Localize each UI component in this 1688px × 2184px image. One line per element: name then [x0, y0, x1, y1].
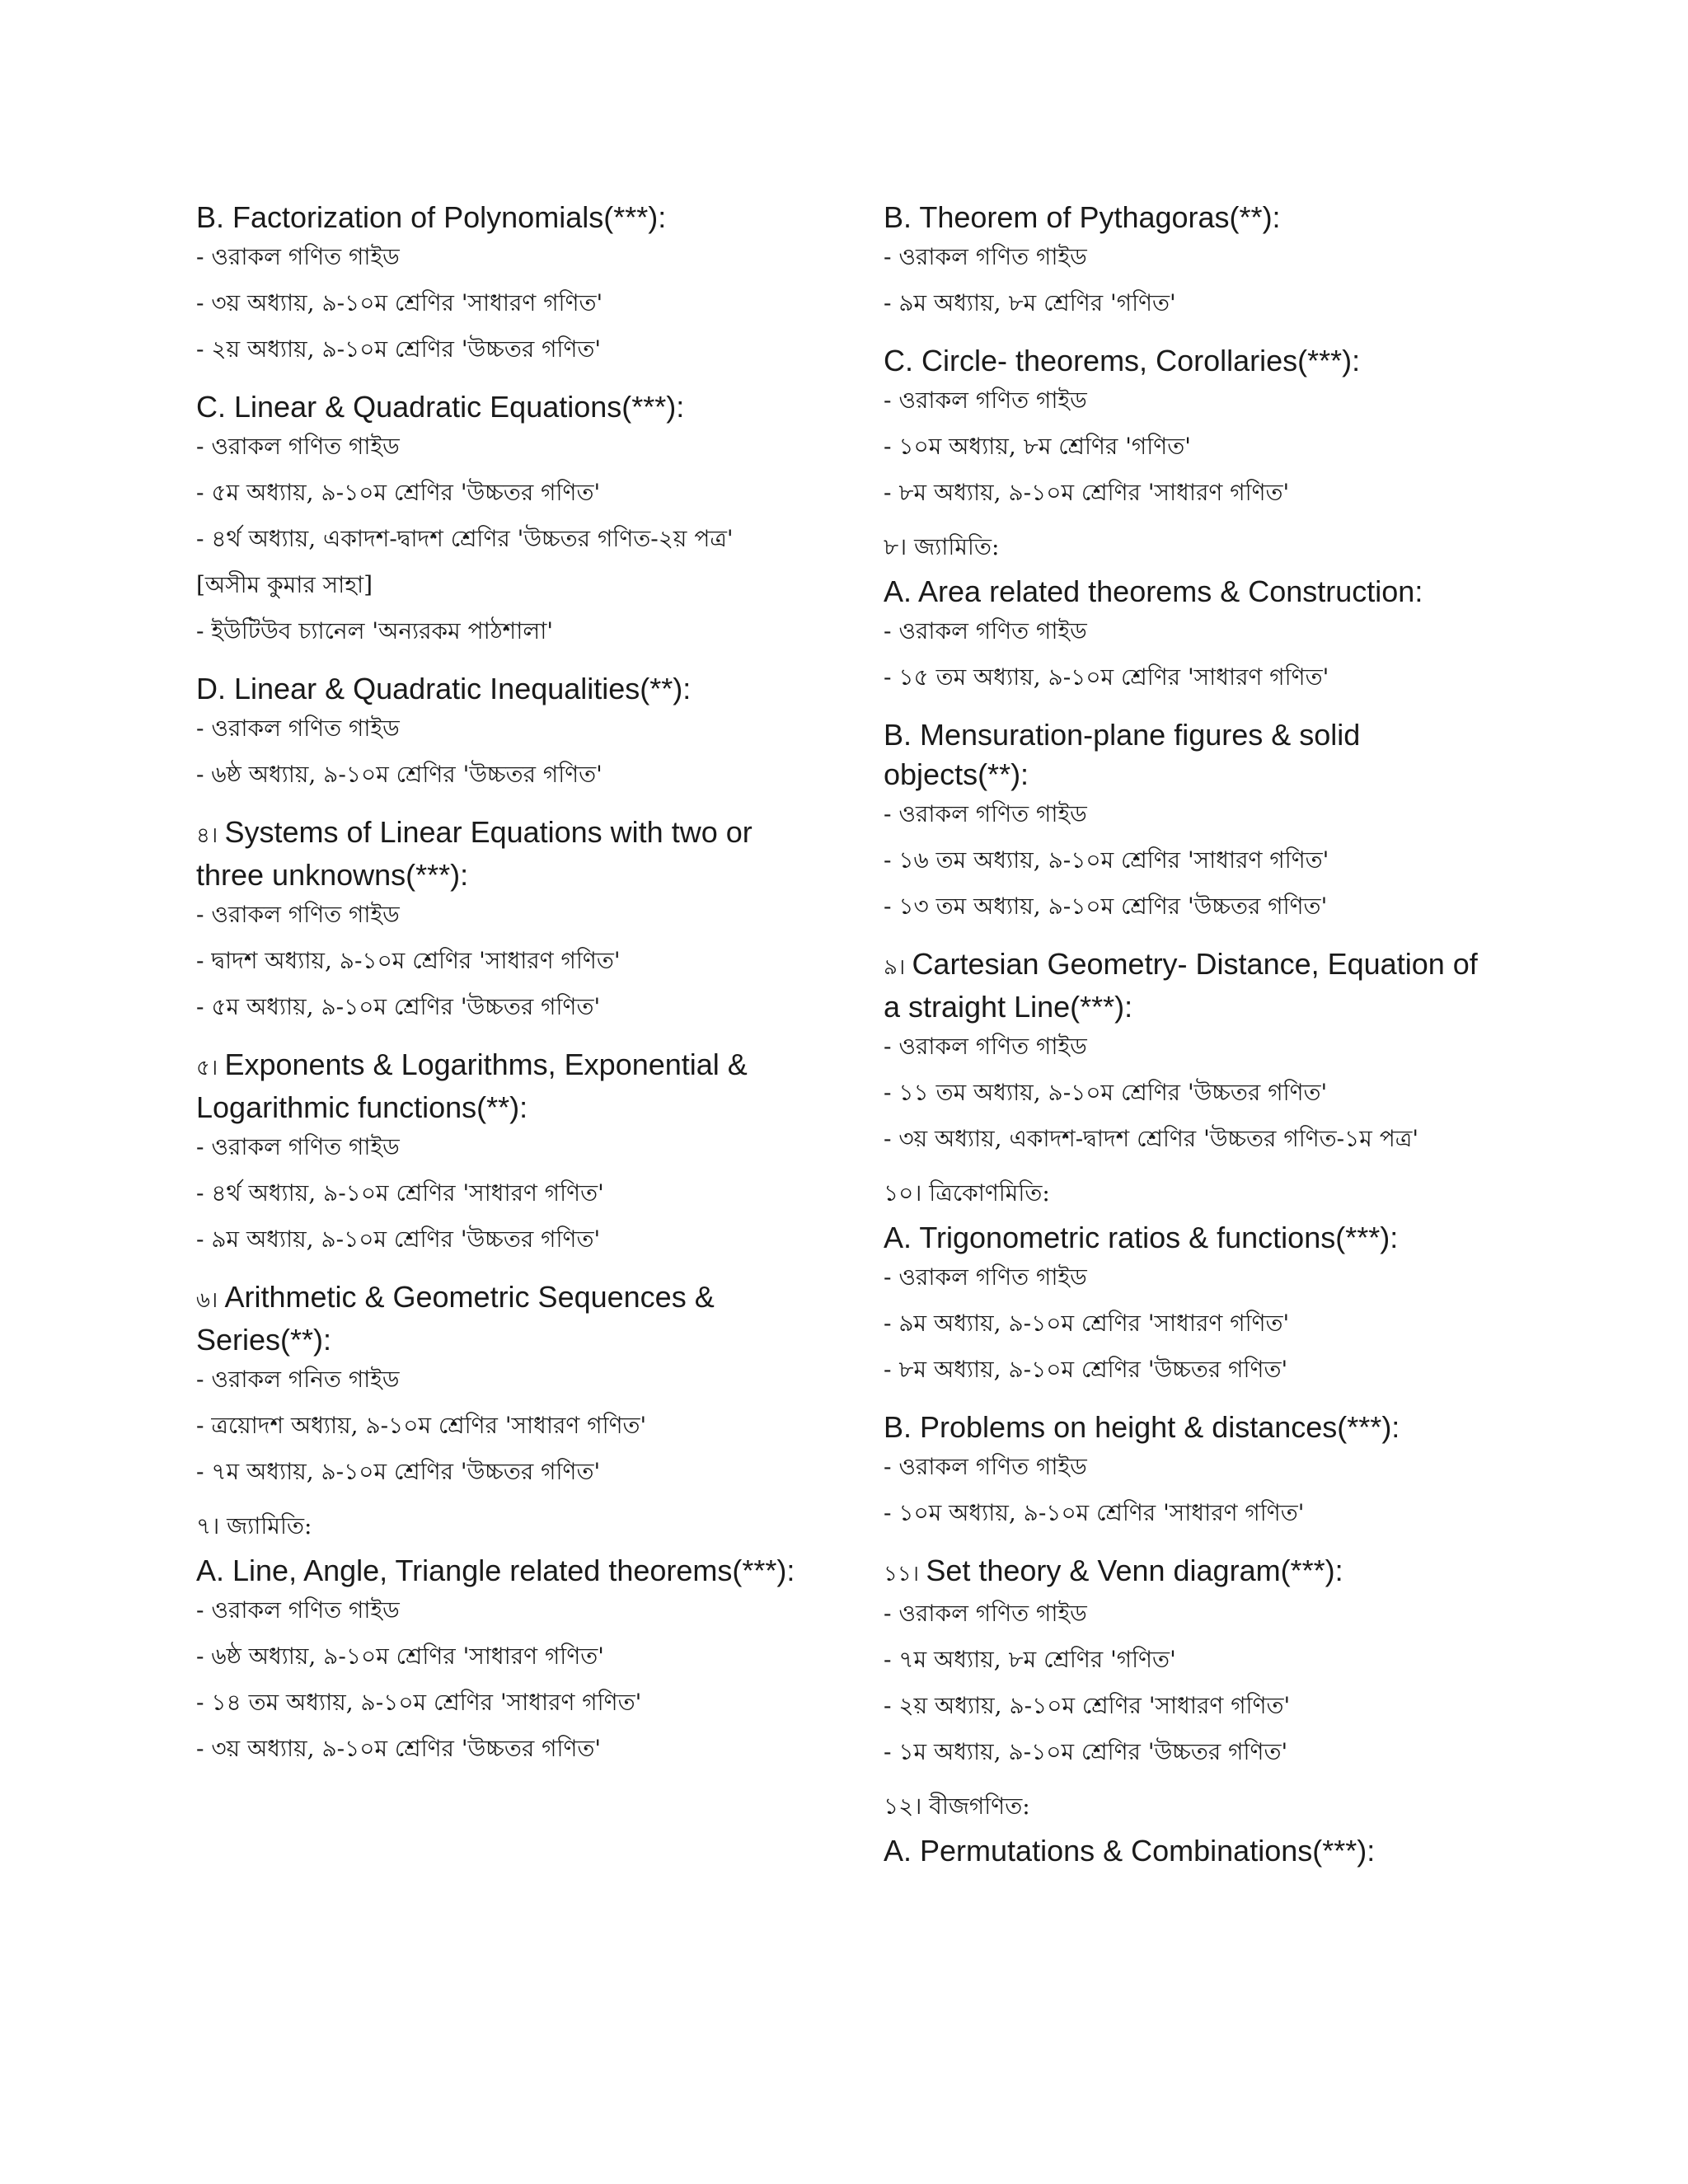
reference-line: - ৮ম অধ্যায়, ৯-১০ম শ্রেণির 'উচ্চতর গণিত'	[884, 1356, 1288, 1383]
topic-title: Cartesian Geometry- Distance, Equation of a straight Line(***):	[884, 947, 1478, 1024]
topic-section	[884, 1408, 1493, 1530]
topic-section	[884, 715, 1493, 923]
reference-line: - দ্বাদশ অধ্যায়, ৯-১০ম শ্রেণির 'সাধারণ গণিত'	[196, 947, 621, 974]
reference-line: - ১৩ তম অধ্যায়, ৯-১০ম শ্রেণির 'উচ্চতর গণিত'	[884, 893, 1328, 920]
topic-section	[196, 1277, 806, 1488]
topic-heading	[884, 1831, 1493, 1871]
topic-section	[196, 813, 806, 1024]
reference-line: - ওরাকল গণিত গাইড	[884, 1600, 1087, 1627]
topic-title: B. Factorization of Polynomials(***):	[196, 200, 667, 234]
reference-line: - ৯ম অধ্যায়, ৮ম শ্রেণির 'গণিত'	[884, 289, 1176, 316]
topic-title: B. Mensuration-plane figures & solid objects(**):	[884, 718, 1361, 791]
topic-heading	[196, 1551, 806, 1591]
reference-line: - ওরাকল গণিত গাইড	[884, 243, 1087, 270]
reference-line: - ১৪ তম অধ্যায়, ৯-১০ম শ্রেণির 'সাধারণ গণিত'	[196, 1689, 642, 1716]
topic-section	[196, 198, 806, 366]
reference-line: [অসীম কুমার সাহা]	[196, 571, 373, 598]
section-subheading: ১২। বীজগণিত:	[884, 1793, 1030, 1820]
reference-line: - ত্রয়োদশ অধ্যায়, ৯-১০ম শ্রেণির 'সাধারণ গণিত'	[196, 1412, 647, 1439]
reference-line: - ওরাকল গণিত গাইড	[884, 617, 1087, 644]
topic-title: Exponents & Logarithms, Exponential & Logarithmic functions(**):	[196, 1047, 748, 1124]
left-column	[196, 198, 806, 1787]
reference-line: - ওরাকল গণিত গাইড	[196, 1133, 400, 1160]
topic-section	[884, 198, 1493, 320]
topic-number: ৪।	[196, 823, 225, 848]
topic-section	[196, 1551, 806, 1765]
topic-number: ৯।	[884, 955, 912, 980]
reference-line: - ওরাকল গণিত গাইড	[884, 387, 1087, 414]
reference-line: - ১৬ তম অধ্যায়, ৯-১০ম শ্রেণির 'সাধারণ গণিত'	[884, 846, 1329, 874]
topic-heading	[884, 572, 1493, 612]
reference-line: - ৭ম অধ্যায়, ৯-১০ম শ্রেণির 'উচ্চতর গণিত'	[196, 1458, 601, 1485]
reference-line: - ৭ম অধ্যায়, ৮ম শ্রেণির 'গণিত'	[884, 1646, 1176, 1673]
reference-line: - ৩য় অধ্যায়, ৯-১০ম শ্রেণির 'উচ্চতর গণিত'	[196, 1735, 602, 1762]
reference-line: - ওরাকল গনিত গাইড	[196, 1366, 400, 1393]
topic-section	[196, 387, 806, 648]
topic-section	[884, 1831, 1493, 1871]
reference-line: - ৪র্থ অধ্যায়, একাদশ-দ্বাদশ শ্রেণির 'উচ্চতর গণিত-২য় পত্র'	[196, 525, 734, 552]
topic-section	[196, 1045, 806, 1256]
reference-line: - ওরাকল গণিত গাইড	[196, 433, 400, 460]
topic-title: C. Linear & Quadratic Equations(***):	[196, 390, 685, 424]
reference-line: - ওরাকল গণিত গাইড	[196, 715, 400, 742]
right-column	[884, 198, 1493, 1892]
reference-line: - ৫ম অধ্যায়, ৯-১০ম শ্রেণির 'উচ্চতর গণিত'	[196, 479, 601, 506]
topic-section	[884, 944, 1493, 1155]
topic-title: B. Theorem of Pythagoras(**):	[884, 200, 1281, 234]
reference-line: - ৯ম অধ্যায়, ৯-১০ম শ্রেণির 'উচ্চতর গণিত'	[196, 1226, 601, 1253]
reference-line: - ৪র্থ অধ্যায়, ৯-১০ম শ্রেণির 'সাধারণ গণিত'	[196, 1179, 604, 1207]
topic-title: D. Linear & Quadratic Inequalities(**):	[196, 672, 692, 705]
topic-heading	[884, 1218, 1493, 1258]
topic-title: Arithmetic & Geometric Sequences & Series(**):	[196, 1280, 715, 1357]
reference-line: - ওরাকল গণিত গাইড	[196, 243, 400, 270]
topic-heading	[196, 669, 806, 709]
reference-line: - ১ম অধ্যায়, ৯-১০ম শ্রেণির 'উচ্চতর গণিত'	[884, 1738, 1288, 1765]
section-subheading: ৮। জ্যামিতি:	[884, 533, 1000, 560]
topic-heading	[196, 1045, 806, 1127]
topic-heading	[884, 1551, 1493, 1594]
topic-heading	[196, 1277, 806, 1360]
topic-section	[884, 1218, 1493, 1386]
reference-line: - ওরাকল গণিত গাইড	[884, 800, 1087, 827]
topic-title: Set theory & Venn diagram(***):	[926, 1554, 1343, 1587]
topic-title: B. Problems on height & distances(***):	[884, 1410, 1400, 1444]
reference-line: - ১০ম অধ্যায়, ৯-১০ম শ্রেণির 'সাধারণ গণিত'	[884, 1499, 1305, 1526]
topic-title: A. Line, Angle, Triangle related theorems(***):	[196, 1554, 795, 1587]
reference-line: - ওরাকল গণিত গাইড	[196, 1596, 400, 1624]
reference-line: - ২য় অধ্যায়, ৯-১০ম শ্রেণির 'সাধারণ গণিত'	[884, 1692, 1291, 1719]
section-subheading: ১০। ত্রিকোণমিতি:	[884, 1179, 1050, 1207]
reference-line: - ওরাকল গণিত গাইড	[196, 901, 400, 928]
topic-number: ৫।	[196, 1056, 225, 1080]
topic-heading	[884, 198, 1493, 237]
reference-line: - ৫ম অধ্যায়, ৯-১০ম শ্রেণির 'উচ্চতর গণিত'	[196, 993, 601, 1020]
topic-title: A. Trigonometric ratios & functions(***):	[884, 1221, 1399, 1254]
topic-title: C. Circle- theorems, Corollaries(***):	[884, 344, 1361, 377]
topic-number: ১১।	[884, 1562, 926, 1586]
reference-line: - ১০ম অধ্যায়, ৮ম শ্রেণির 'গণিত'	[884, 433, 1191, 460]
reference-line: - ৯ম অধ্যায়, ৯-১০ম শ্রেণির 'সাধারণ গণিত'	[884, 1310, 1290, 1337]
topic-section	[884, 1551, 1493, 1769]
topic-section	[884, 341, 1493, 509]
reference-line: - ওরাকল গণিত গাইড	[884, 1033, 1087, 1060]
reference-line: - ৮ম অধ্যায়, ৯-১০ম শ্রেণির 'সাধারণ গণিত'	[884, 479, 1290, 506]
reference-line: - ইউটিউব চ্যানেল 'অন্যরকম পাঠশালা'	[196, 617, 554, 644]
section-subheading: ৭। জ্যামিতি:	[196, 1512, 312, 1540]
topic-title: A. Permutations & Combinations(***):	[884, 1834, 1376, 1868]
topic-heading	[196, 813, 806, 895]
topic-title: Systems of Linear Equations with two or three unknowns(***):	[196, 815, 753, 892]
topic-heading	[196, 387, 806, 427]
topic-heading	[884, 341, 1493, 381]
reference-line: - ওরাকল গণিত গাইড	[884, 1263, 1087, 1291]
reference-line: - ১১ তম অধ্যায়, ৯-১০ম শ্রেণির 'উচ্চতর গণিত'	[884, 1079, 1328, 1106]
reference-line: - ৩য় অধ্যায়, ৯-১০ম শ্রেণির 'সাধারণ গণিত'	[196, 289, 603, 316]
reference-line: - ওরাকল গণিত গাইড	[884, 1453, 1087, 1480]
reference-line: - ১৫ তম অধ্যায়, ৯-১০ম শ্রেণির 'সাধারণ গণিত'	[884, 663, 1329, 691]
topic-heading	[884, 715, 1493, 794]
topic-heading	[884, 944, 1493, 1027]
topic-title: A. Area related theorems & Construction:	[884, 574, 1423, 608]
topic-section	[884, 572, 1493, 694]
reference-line: - ৩য় অধ্যায়, একাদশ-দ্বাদশ শ্রেণির 'উচ্চতর গণিত-১ম পত্র'	[884, 1125, 1419, 1152]
topic-section	[196, 669, 806, 791]
reference-line: - ৬ষ্ঠ অধ্যায়, ৯-১০ম শ্রেণির 'উচ্চতর গণিত'	[196, 761, 603, 788]
reference-line: - ৬ষ্ঠ অধ্যায়, ৯-১০ম শ্রেণির 'সাধারণ গণিত'	[196, 1643, 604, 1670]
topic-heading	[196, 198, 806, 237]
topic-number: ৬।	[196, 1288, 225, 1313]
reference-line: - ২য় অধ্যায়, ৯-১০ম শ্রেণির 'উচ্চতর গণিত'	[196, 335, 602, 363]
topic-heading	[884, 1408, 1493, 1447]
